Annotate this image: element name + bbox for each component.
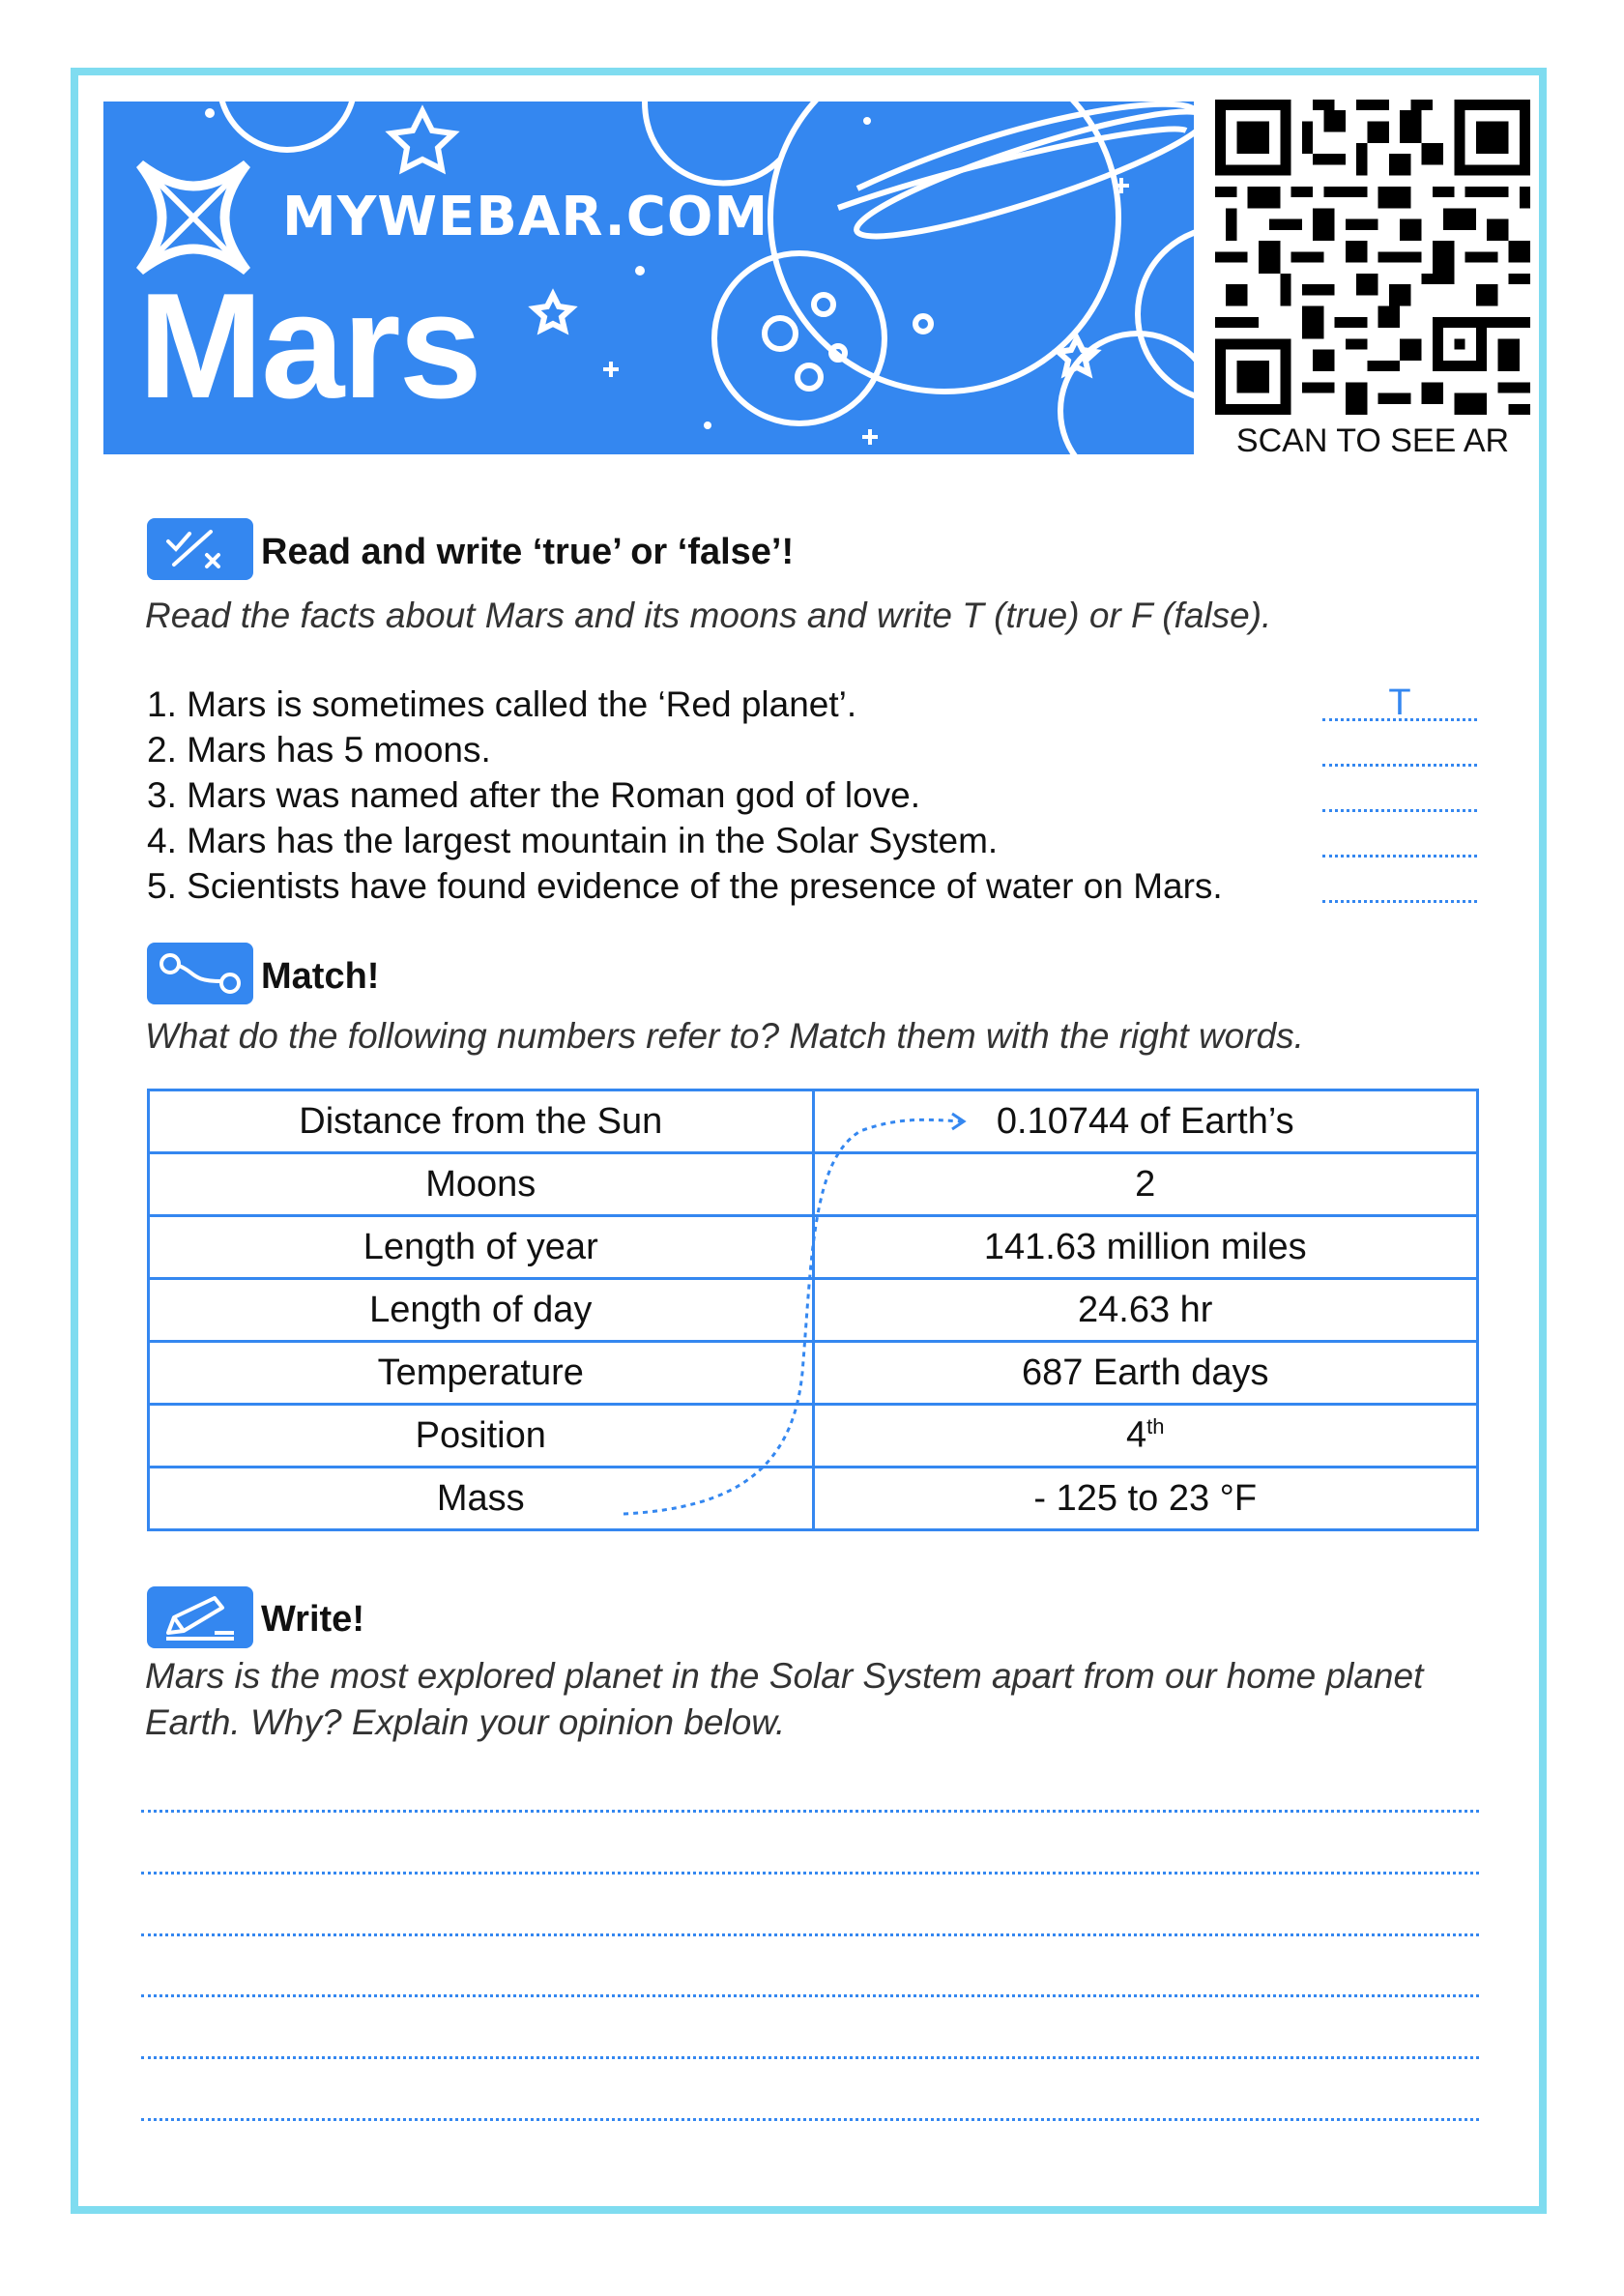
table-row <box>149 1279 1478 1342</box>
match-left-cell[interactable]: Length of year <box>149 1216 814 1279</box>
match-right-cell[interactable]: 0.10744 of Earth’s <box>813 1090 1478 1153</box>
answer-field[interactable]: T <box>1322 689 1477 721</box>
question-item: 1. Mars is sometimes called the ‘Red planet’. <box>147 684 857 724</box>
ordinal-suffix: th <box>1146 1414 1165 1439</box>
writing-line[interactable] <box>141 2056 1479 2059</box>
answer-field[interactable] <box>1322 780 1477 812</box>
match-right-cell[interactable]: - 125 to 23 °F <box>813 1468 1478 1530</box>
match-right-cell[interactable]: 141.63 million miles <box>813 1216 1478 1279</box>
instruction-match: What do the following numbers refer to? Match them with the right words. <box>145 1016 1304 1056</box>
match-left-cell[interactable]: Temperature <box>149 1342 814 1405</box>
page-title: Mars <box>138 262 480 429</box>
pencil-write-icon <box>147 1586 253 1648</box>
match-right-cell[interactable] <box>813 1405 1478 1468</box>
scan-label: SCAN TO SEE AR <box>1235 422 1510 459</box>
table-row <box>149 1090 1478 1153</box>
answer-field[interactable] <box>1322 735 1477 767</box>
answer-field[interactable] <box>1322 871 1477 903</box>
match-left-cell[interactable]: Position <box>149 1405 814 1468</box>
table-row <box>149 1153 1478 1216</box>
match-left-cell[interactable]: Length of day <box>149 1279 814 1342</box>
header-banner <box>103 102 1194 454</box>
answer-field[interactable] <box>1322 826 1477 857</box>
instruction-true-false: Read the facts about Mars and its moons and write T (true) or F (false). <box>145 596 1272 635</box>
connect-nodes-icon <box>147 943 253 1004</box>
table-row <box>149 1342 1478 1405</box>
match-right-cell[interactable]: 24.63 hr <box>813 1279 1478 1342</box>
question-item: 2. Mars has 5 moons. <box>147 730 491 770</box>
section-title-match: Match! <box>261 956 380 997</box>
table-row <box>149 1216 1478 1279</box>
match-right-cell[interactable]: 2 <box>813 1153 1478 1216</box>
section-title-true-false: Read and write ‘true’ or ‘false’! <box>261 532 795 572</box>
position-value: 4 <box>1126 1414 1147 1456</box>
match-left-cell[interactable]: Mass <box>149 1468 814 1530</box>
check-cross-icon <box>147 518 253 580</box>
site-name: MYWEBAR.COM <box>282 186 769 248</box>
writing-line[interactable] <box>141 1872 1479 1875</box>
writing-line[interactable] <box>141 2118 1479 2121</box>
instruction-write: Mars is the most explored planet in the Solar System apart from our home planet Earth. Why? Explain your opinion below. <box>145 1656 1424 1742</box>
table-row <box>149 1405 1478 1468</box>
writing-line[interactable] <box>141 1994 1479 1997</box>
question-item: 4. Mars has the largest mountain in the Solar System. <box>147 821 999 860</box>
section-title-write: Write! <box>261 1599 364 1640</box>
match-left-cell[interactable]: Moons <box>149 1153 814 1216</box>
question-item: 3. Mars was named after the Roman god of love. <box>147 775 921 815</box>
writing-line[interactable] <box>141 1933 1479 1936</box>
question-item: 5. Scientists have found evidence of the presence of water on Mars. <box>147 866 1223 906</box>
match-right-cell[interactable]: 687 Earth days <box>813 1342 1478 1405</box>
table-row <box>149 1468 1478 1530</box>
qr-code[interactable] <box>1215 100 1530 415</box>
writing-line[interactable] <box>141 1810 1479 1813</box>
match-left-cell[interactable]: Distance from the Sun <box>149 1090 814 1153</box>
match-table <box>147 1089 1479 1531</box>
